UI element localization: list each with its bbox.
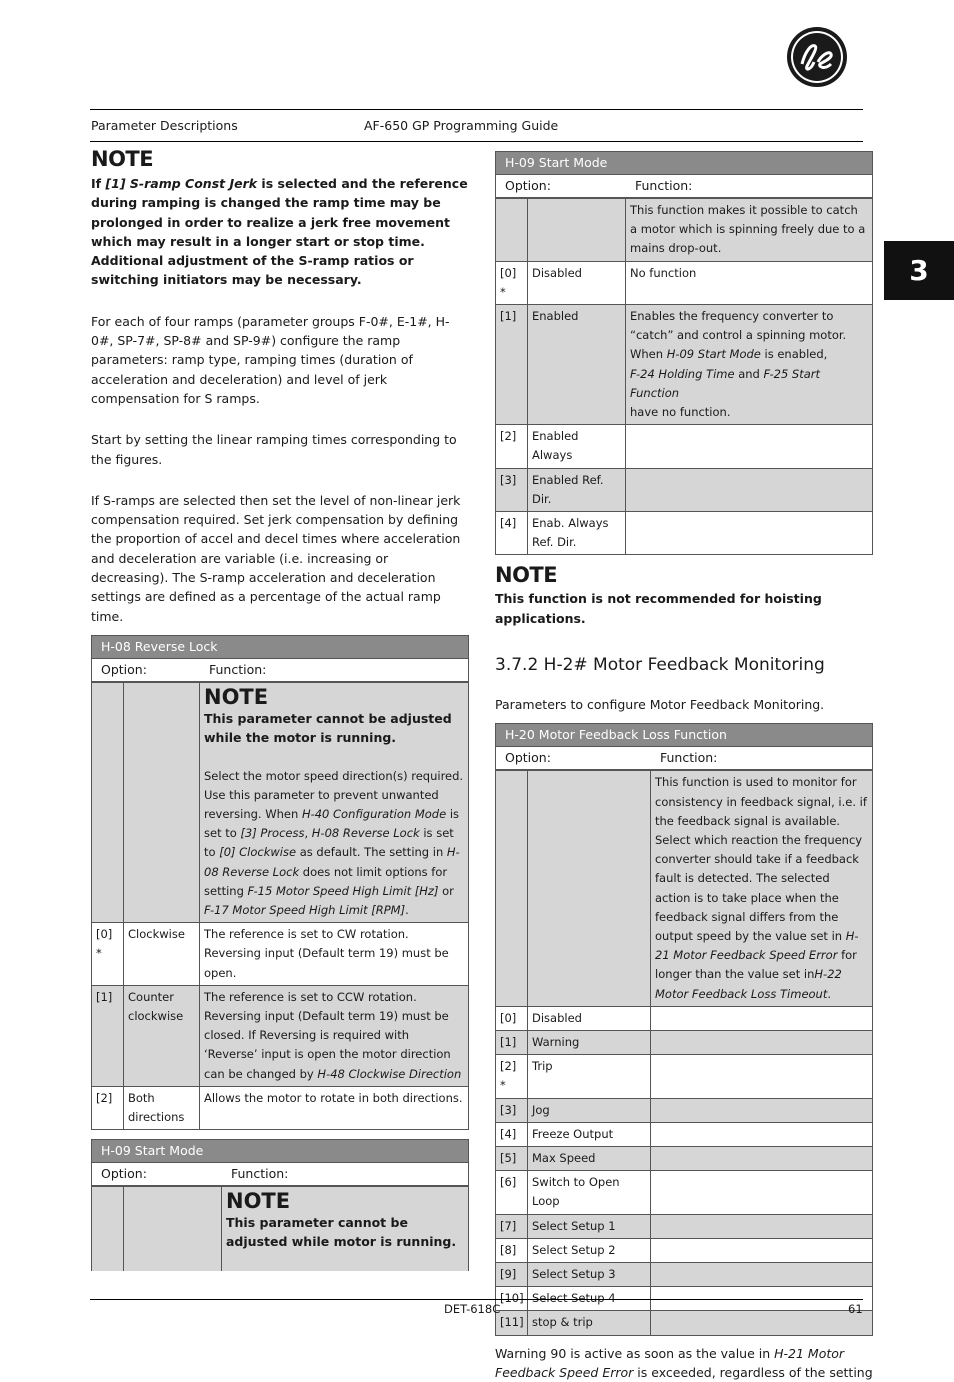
table-title: H-09 Start Mode xyxy=(91,1139,469,1163)
description xyxy=(204,767,464,921)
option-code: [0] * xyxy=(496,261,528,304)
cell xyxy=(496,199,528,262)
option-function: The reference is set to CW rotation. Reversing input (Default term 19) must be open. xyxy=(200,923,469,986)
table-row xyxy=(92,1086,469,1129)
text: This function is used to monitor for consistency in feedback signal, i.e. if the feedback signal is available. Select which reaction the frequency converter should take if a feedback fault is detected. The selected action is to take place when the feedback signal differs from the output speed by the value set in xyxy=(655,775,867,943)
option-name: Select Setup 2 xyxy=(528,1238,651,1262)
table-row xyxy=(496,1147,873,1171)
param-ref: F-17 Motor Speed High Limit [RPM] xyxy=(204,902,406,917)
table-row xyxy=(496,425,873,468)
option-code: [8] xyxy=(496,1238,528,1262)
option-code: [0] xyxy=(496,1006,528,1030)
option-code: [6] xyxy=(496,1171,528,1214)
table-row xyxy=(496,1006,873,1030)
param-ref: H-21 Motor Feedback Speed Error xyxy=(655,928,859,963)
note-title: NOTE xyxy=(226,1189,291,1214)
param-ref: H-48 Clockwise Direction xyxy=(317,1066,462,1081)
note-text: is selected and the reference during ramping is changed the ramp time may be prolonged in order to realize a jerk free movement which may result in a longer start or stop time. xyxy=(91,176,468,249)
table-row xyxy=(496,199,873,262)
param-ref: H-08 Reverse Lock xyxy=(311,826,420,841)
text: and xyxy=(734,366,764,381)
note-body-2: Additional adjustment of the S-ramp ratios or switching initiators may be necessary. xyxy=(91,253,414,288)
param-ref: [0] Clockwise xyxy=(219,845,297,860)
table-row xyxy=(496,1214,873,1238)
text: Warning 90 is active as soon as the value in xyxy=(495,1345,775,1361)
option-code: [11] xyxy=(496,1311,528,1335)
table-row xyxy=(496,468,873,511)
table-row xyxy=(496,1030,873,1054)
option-name: Enabled Ref. Dir. xyxy=(528,468,626,511)
table xyxy=(495,770,873,1335)
option-code: [1] xyxy=(92,985,124,1086)
option-function xyxy=(651,1214,873,1238)
param-ref: [3] Process xyxy=(240,826,305,841)
description-cell xyxy=(200,682,469,922)
text: does not limit options for setting xyxy=(204,864,448,898)
option-name: Enabled Always xyxy=(528,425,626,468)
header-section: Parameter Descriptions xyxy=(91,118,238,133)
option-code: [9] xyxy=(496,1263,528,1287)
function-label: Function: xyxy=(635,178,693,193)
footer-doc-id: DET-618C xyxy=(444,1302,501,1316)
cell xyxy=(124,682,200,922)
option-code: [4] xyxy=(496,512,528,555)
text: . xyxy=(827,986,832,1001)
option-function: No function xyxy=(626,261,873,304)
table-row xyxy=(496,261,873,304)
option-name: stop & trip xyxy=(528,1311,651,1335)
text: for longer than the value set in xyxy=(655,948,857,982)
text: as default. The setting in xyxy=(296,845,447,860)
table-subheader xyxy=(495,747,873,770)
option-code: [2] xyxy=(92,1086,124,1129)
text xyxy=(630,365,868,403)
param-ref: F-25 Start Function xyxy=(630,366,821,400)
table-row xyxy=(92,923,469,986)
table xyxy=(91,1186,469,1271)
table-row xyxy=(496,771,873,1006)
note-body: This parameter cannot be adjusted while motor is running. xyxy=(226,1215,457,1250)
footer-page-number: 61 xyxy=(848,1302,863,1316)
option-function xyxy=(626,468,873,511)
option-code: [0] * xyxy=(92,923,124,986)
option-function xyxy=(651,1098,873,1122)
footer-rule xyxy=(90,1299,863,1300)
option-code: [3] xyxy=(496,1098,528,1122)
option-function xyxy=(651,1006,873,1030)
ge-logo xyxy=(785,26,849,88)
note-text: If xyxy=(91,176,106,191)
param-table-h20 xyxy=(495,723,873,1335)
closing-paragraph xyxy=(495,1344,873,1382)
table-row xyxy=(496,305,873,425)
header-rule-top xyxy=(90,109,863,110)
text: When xyxy=(630,347,667,362)
param-ref: H-08 Reverse Lock xyxy=(204,845,460,879)
param-ref: H-40 Configuration Mode xyxy=(301,806,447,821)
table xyxy=(495,198,873,555)
option-name: Disabled xyxy=(528,261,626,304)
text: is exceeded, regardless of the setting xyxy=(633,1364,873,1380)
table-row xyxy=(496,1311,873,1335)
option-function xyxy=(651,1311,873,1335)
table-title: H-20 Motor Feedback Loss Function xyxy=(495,723,873,747)
text: is set to xyxy=(204,806,460,841)
cell xyxy=(124,1187,222,1272)
paragraph: For each of four ramps (parameter groups F-0#, E-1#, H-0#, SP-7#, SP-8# and SP-9#) configure the ramp parameters: ramp type, ramping times (duration of acceleration and deceleration) and level of jerk compensation for S ramps. xyxy=(91,313,450,406)
table-row xyxy=(496,1098,873,1122)
text: Select the motor speed direction(s) required. Use this parameter to prevent unwanted reversing. When xyxy=(204,768,464,821)
section-heading: 3.7.2 H-2# Motor Feedback Monitoring xyxy=(495,655,825,676)
param-ref: H-09 Start Mode xyxy=(666,347,761,362)
text xyxy=(630,345,868,364)
option-name: Select Setup 1 xyxy=(528,1214,651,1238)
option-function: Allows the motor to rotate in both directions. xyxy=(200,1086,469,1129)
table xyxy=(91,682,469,1130)
option-function xyxy=(626,425,873,468)
table-title: H-08 Reverse Lock xyxy=(91,635,469,659)
option-function xyxy=(651,1263,873,1287)
description-cell: This function makes it possible to catch a motor which is spinning freely due to a mains drop-out. xyxy=(626,199,873,262)
table-row xyxy=(496,512,873,555)
option-function xyxy=(651,1122,873,1146)
param-table-h09 xyxy=(495,151,873,555)
option-name: Clockwise xyxy=(124,923,200,986)
table-title: H-09 Start Mode xyxy=(495,151,873,175)
note-emphasis: [1] S-ramp Const Jerk xyxy=(105,176,258,191)
option-label: Option: xyxy=(101,1166,147,1182)
option-function xyxy=(626,305,873,425)
option-name: Trip xyxy=(528,1055,651,1098)
table-row xyxy=(496,1055,873,1098)
text: The reference is set to CCW rotation. Reversing input (Default term 19) must be closed. If Reversing is required with ‘Reverse’ input is open the motor direction can be changed by xyxy=(204,989,451,1081)
option-function xyxy=(651,1030,873,1054)
option-name: Freeze Output xyxy=(528,1122,651,1146)
table-row xyxy=(92,682,469,922)
text: , xyxy=(304,826,312,841)
right-column xyxy=(495,151,873,1382)
description-cell xyxy=(651,771,873,1006)
table-row xyxy=(496,1263,873,1287)
chapter-tab: 3 xyxy=(884,241,954,300)
option-name: Jog xyxy=(528,1098,651,1122)
cell xyxy=(92,1187,124,1272)
text: or xyxy=(438,883,454,898)
option-code: [7] xyxy=(496,1214,528,1238)
option-function xyxy=(200,985,469,1086)
option-function xyxy=(651,1147,873,1171)
option-code: [2] * xyxy=(496,1055,528,1098)
header-rule-bottom xyxy=(90,141,863,142)
note-body: This function is not recommended for hoisting applications. xyxy=(495,591,822,626)
option-function xyxy=(651,1055,873,1098)
cell xyxy=(528,199,626,262)
note-title: NOTE xyxy=(495,563,558,588)
description-cell xyxy=(222,1187,469,1272)
option-name: Warning xyxy=(528,1030,651,1054)
note-title: NOTE xyxy=(204,684,269,709)
header-guide-title: AF-650 GP Programming Guide xyxy=(364,118,559,133)
table-row xyxy=(496,1122,873,1146)
option-function xyxy=(651,1238,873,1262)
option-label: Option: xyxy=(505,178,551,193)
option-name: Counter clockwise xyxy=(124,985,200,1086)
param-table-h09-left xyxy=(91,1139,469,1271)
text: Enables the frequency converter to “catch” and control a spinning motor. xyxy=(630,309,847,343)
section-intro: Parameters to configure Motor Feedback Monitoring. xyxy=(495,697,825,713)
note-title: NOTE xyxy=(91,147,154,171)
option-name: Select Setup 3 xyxy=(528,1263,651,1287)
paragraph: If S-ramps are selected then set the level of non-linear jerk compensation required. Set jerk compensation by defining the proportion of accel and decel times where acceleration and deceleration are variable (i.e. increasing or decreasing). The S-ramp acceleration and deceleration settings are defined as a percentage of the actual ramp time. xyxy=(91,492,461,624)
option-name: Max Speed xyxy=(528,1147,651,1171)
paragraph: Start by setting the linear ramping times corresponding to the figures. xyxy=(91,432,457,467)
table-row xyxy=(92,985,469,1086)
option-name: Enab. Always Ref. Dir. xyxy=(528,512,626,555)
text: is set to xyxy=(204,826,454,860)
table-subheader xyxy=(91,1163,469,1186)
function-label: Function: xyxy=(231,1166,289,1182)
text: is enabled, xyxy=(760,347,828,362)
option-code: [1] xyxy=(496,305,528,425)
option-code: [2] xyxy=(496,425,528,468)
param-ref: F-15 Motor Speed High Limit [Hz] xyxy=(247,883,439,898)
option-name: Switch to Open Loop xyxy=(528,1171,651,1214)
option-code: [3] xyxy=(496,468,528,511)
param-ref: H-22 Motor Feedback Loss Timeout xyxy=(655,967,842,1001)
cell xyxy=(92,682,124,922)
function-label: Function: xyxy=(660,750,718,766)
option-name: Enabled xyxy=(528,305,626,425)
option-code: [5] xyxy=(496,1147,528,1171)
text: . xyxy=(405,902,409,917)
table-row xyxy=(496,1238,873,1262)
option-label: Option: xyxy=(505,750,551,766)
table-row xyxy=(92,1187,469,1272)
left-column xyxy=(91,147,469,1271)
cell xyxy=(528,771,651,1006)
text: have no function. xyxy=(630,405,731,420)
param-table-h08 xyxy=(91,635,469,1130)
note-body xyxy=(91,174,469,251)
option-label: Option: xyxy=(101,661,147,677)
table-row xyxy=(496,1171,873,1214)
option-function xyxy=(626,512,873,555)
option-code: [1] xyxy=(496,1030,528,1054)
param-ref: F-24 Holding Time xyxy=(630,366,735,381)
option-name: Disabled xyxy=(528,1006,651,1030)
option-code: [4] xyxy=(496,1122,528,1146)
option-name: Both directions xyxy=(124,1086,200,1129)
note-body: This parameter cannot be adjusted while the motor is running. xyxy=(204,710,452,746)
table-subheader xyxy=(495,175,873,198)
function-label: Function: xyxy=(209,661,267,677)
table-subheader xyxy=(91,659,469,682)
option-function xyxy=(651,1171,873,1214)
cell xyxy=(496,771,528,1006)
param-ref: H-21 Motor Feedback Speed Error xyxy=(495,1345,845,1380)
